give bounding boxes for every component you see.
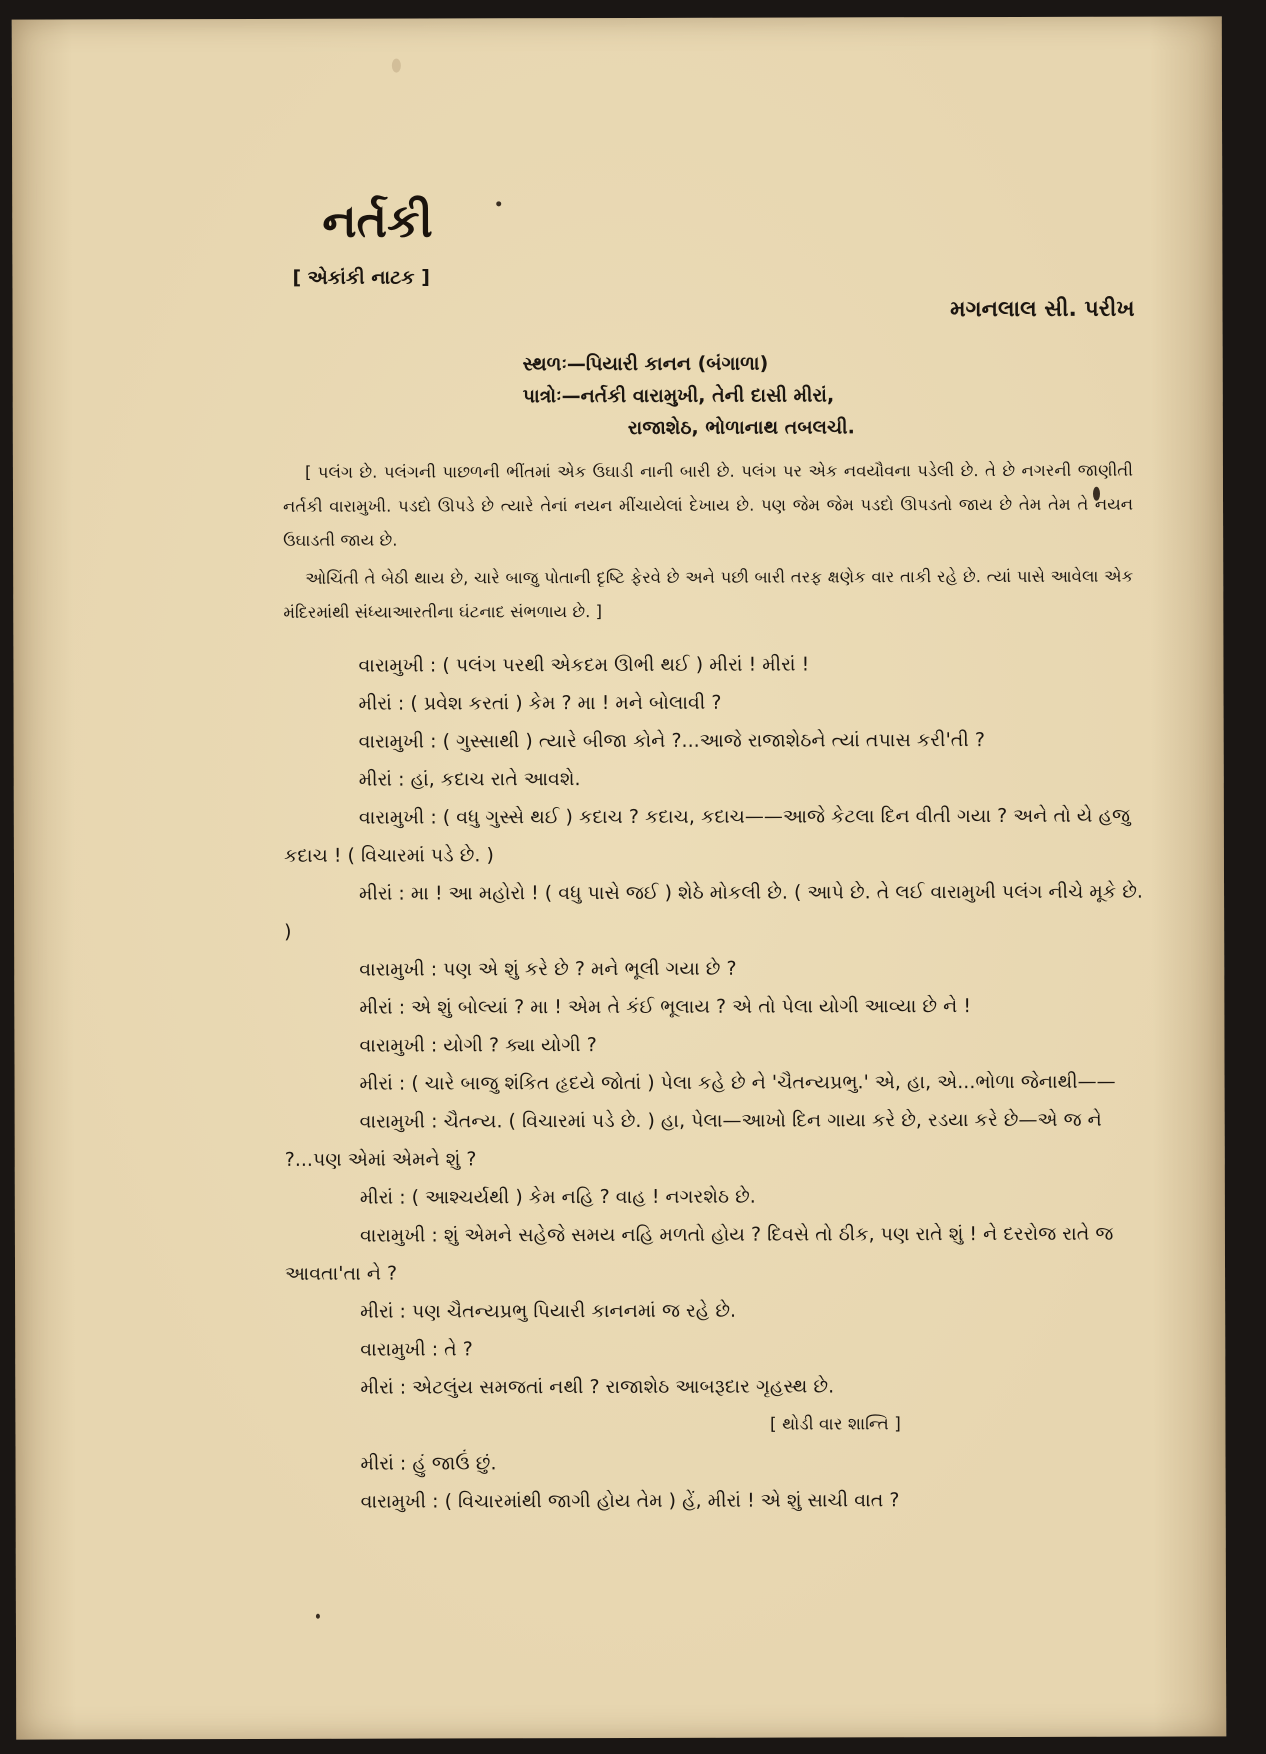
ink-dot bbox=[496, 201, 501, 206]
document-page bbox=[12, 16, 1226, 1739]
stage-direction bbox=[283, 454, 1133, 558]
dialogue-line: વારામુખી : ( વિચારમાંથી જાગી હોય તેમ ) હેં, મીરાં ! એ શું સાચી વાત ? bbox=[360, 1489, 900, 1513]
dialogue-line: મીરાં : પણ ચૈતન્યપ્રભુ પિયારી કાનનમાં જ રહે છે. bbox=[360, 1299, 737, 1323]
pause-direction: [ થોડી વાર શાન્તિ ] bbox=[769, 1414, 901, 1435]
dialogue-line: વારામુખી : ( વધુ ગુસ્સે થઈ ) કદાચ ? કદાચ, કદાચ——આજે કેટલા દિન વીતી ગયા ? અને તો યે હજુ કદાચ ! ( વિચારમાં પડે છે. ) bbox=[283, 804, 1130, 867]
author-name: મગનલાલ સી. પરીખ bbox=[950, 296, 1135, 323]
dialogue-line: મીરાં : ( પ્રવેશ કરતાં ) કેમ ? મા ! મને બોલાવી ? bbox=[358, 691, 722, 715]
dialogue-line: વારામુખી : ચૈતન્ય. ( વિચારમાં પડે છે. ) હા, પેલા—આખો દિન ગાયા કરે છે, રડયા કરે છે—એ જ ને ?...પણ એમાં એમને શું ? bbox=[284, 1108, 1102, 1171]
setting-line: પાત્રોઃ—નર્તકી વારામુખી, તેની દાસી મીરાં, bbox=[522, 384, 835, 408]
dialogue-block bbox=[283, 645, 1155, 1521]
document-title: નર્તકી bbox=[322, 193, 433, 248]
stage-direction-text: [ પલંગ છે. પલંગની પાછળની ભીંતમાં એક ઉઘાડી નાની બારી છે. પલંગ પર એક નવયૌવના પડેલી છે. તે છે નગરની જાણીતી નર્તકી વારામુખી. પડદો ઊપડે છે ત્યારે તેનાં નયન મીંચાયેલાં દેખાય છે. પણ જેમ જેમ પડદો ઊપડતો જાય છે તેમ તેમ તે નયન ઉઘાડતી જાય છે. bbox=[283, 460, 1134, 550]
dialogue-line: વારામુખી : શું એમને સહેજે સમય નહિ મળતો હોય ? દિવસે તો ઠીક, પણ રાતે શું ! ને દરરોજ રાતે જ આવતા'તા ને ? bbox=[285, 1222, 1114, 1285]
document-subtitle: [ એકાંકી નાટક ] bbox=[292, 266, 430, 289]
dialogue-line: વારામુખી : તે ? bbox=[360, 1338, 473, 1361]
dialogue-line: મીરાં : ( ચારે બાજુ શંકિત હૃદયે જોતાં ) પેલા કહે છે ને 'ચૈતન્યપ્રભુ.' એ, હા, એ...ભોળા જેનાથી—— bbox=[359, 1070, 1116, 1095]
dialogue-line: મીરાં : મા ! આ મહોરો ! ( વધુ પાસે જઈ ) શેઠે મોકલી છે. ( આપે છે. તે લઈ વારામુખી પલંગ નીચે મૂકે છે. ) bbox=[284, 880, 1143, 943]
stage-direction-text: ઓચિંતી તે બેઠી થાય છે, ચારે બાજુ પોતાની દૃષ્ટિ ફેરવે છે અને પછી બારી તરફ ક્ષણેક વાર તાકી રહે છે. ત્યાં પાસે આવેલા એક મંદિરમાંથી સંધ્યાઆરતીના ઘંટનાદ સંભળાય છે. ] bbox=[283, 566, 1134, 622]
stage-direction bbox=[283, 560, 1133, 630]
dialogue-line: મીરાં : ( આશ્ચર્યથી ) કેમ નહિ ? વાહ ! નગરશેઠ છે. bbox=[359, 1185, 756, 1209]
dialogue-line: મીરાં : એ શું બોલ્યાં ? મા ! એમ તે કંઈ ભૂલાય ? એ તો પેલા યોગી આવ્યા છે ને ! bbox=[359, 995, 971, 1019]
dialogue-line: વારામુખી : પણ એ શું કરે છે ? મને ભૂલી ગયા છે ? bbox=[359, 957, 737, 981]
dialogue-line: વારામુખી : યોગી ? ક્યા યોગી ? bbox=[359, 1034, 597, 1057]
setting-line: સ્થળઃ—પિયારી કાનન (બંગાળા) bbox=[522, 352, 769, 376]
dialogue-line: વારામુખી : ( ગુસ્સાથી ) ત્યારે બીજા કોને ?...આજે રાજાશેઠને ત્યાં તપાસ કરી'તી ? bbox=[358, 729, 985, 753]
dialogue-line: મીરાં : એટલુંય સમજતાં નથી ? રાજાશેઠ આબરૂદાર ગૃહસ્થ છે. bbox=[360, 1375, 835, 1399]
ink-spot bbox=[392, 59, 401, 73]
dialogue-line: મીરાં : હાં, કદાચ રાતે આવશે. bbox=[358, 768, 581, 791]
setting-block bbox=[523, 347, 855, 444]
ink-dot bbox=[316, 1614, 320, 1619]
dialogue-line: મીરાં : હું જાઉં છું. bbox=[360, 1452, 497, 1475]
dialogue-line: વારામુખી : ( પલંગ પરથી એકદમ ઊભી થઈ ) મીરાં ! મીરાં ! bbox=[358, 653, 810, 677]
setting-line: રાજાશેઠ, ભોળાનાથ તબલચી. bbox=[627, 416, 855, 439]
